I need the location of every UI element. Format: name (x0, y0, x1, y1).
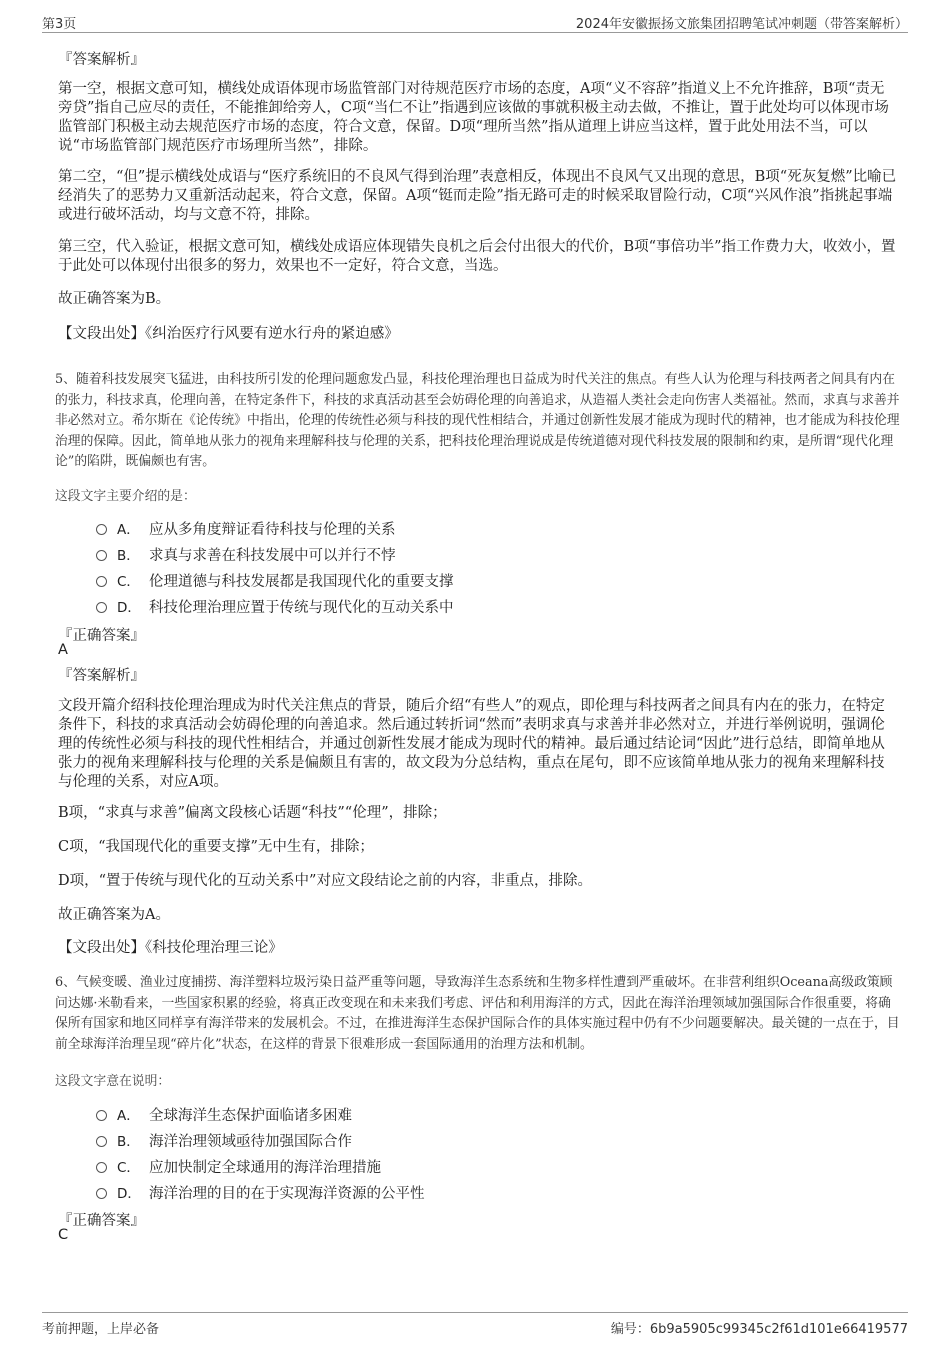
question-prompt: 这段文字主要介绍的是： (55, 489, 196, 504)
footer-slogan: 考前押题，上岸必备 (42, 1322, 160, 1337)
radio-icon[interactable] (96, 550, 107, 561)
option-c[interactable]: C． 伦理道德与科技发展都是我国现代化的重要支撑 (96, 570, 454, 591)
analysis-label: 『答案解析』 (58, 52, 145, 68)
source-citation: 【文段出处】《纠治医疗行风要有逆水行舟的紧迫感》 (58, 326, 399, 342)
document-title: 2024年安徽振扬文旅集团招聘笔试冲刺题（带答案解析） (575, 17, 908, 32)
question-text: 5、随着科技发展突飞猛进，由科技所引发的伦理问题愈发凸显，科技伦理治理也日益成为时代关注的焦点。有些人认为伦理与科技两者之间具有内在的张力，科技求真，伦理向善，在特定条件下，科技的求真活动甚至会妨碍伦理的向善追求，从造福人类社会走向伤害人类福祉。然而，求真与求善并非必然对立。希尔斯在《论传统》中指出，伦理的传统性必须与科技的现代性相结合，并通过创新性发展才能成为现时代的精神，也才能成为科技伦理治理的保障。因此，简单地从张力的视角来理解科技与伦理的关系，把科技伦理治理说成是传统道德对现代科技发展的限制和约束，是所谓“现代化理论”的陷阱，既偏颇也有害。 (55, 372, 900, 469)
radio-icon[interactable] (96, 1136, 107, 1147)
radio-icon[interactable] (96, 1110, 107, 1121)
option-a[interactable]: A． 应从多角度辩证看待科技与伦理的关系 (96, 518, 396, 539)
question-text: 6、气候变暖、渔业过度捕捞、海洋塑料垃圾污染日益严重等问题，导致海洋生态系统和生物多样性遭到严重破坏。在非营利组织Oceana高级政策顾问达娜·米勒看来，一些国家积累的经验，将真正改变现在和未来我们考虑、评估和利用海洋的方式，因此在海洋治理领域加强国际合作很重要，将确保所有国家和地区同样享有海洋带来的发展机会。不过，在推进海洋生态保护国际合作的具体实施过程中仍有不少问题要解决。最关键的一点在于，目前全球海洋治理呈现“碎片化”状态，在这样的背景下很难形成一套国际通用的治理方法和机制。 (55, 975, 900, 1052)
correct-answer: A (58, 642, 68, 658)
option-b[interactable]: B． 求真与求善在科技发展中可以并行不悖 (96, 544, 396, 565)
option-c[interactable]: C． 应加快制定全球通用的海洋治理措施 (96, 1156, 381, 1177)
answer-conclusion: 故正确答案为B。 (58, 291, 171, 307)
correct-answer: C (58, 1227, 69, 1243)
option-d[interactable]: D． 海洋治理的目的在于实现海洋资源的公平性 (96, 1182, 425, 1203)
answer-conclusion: 故正确答案为A。 (58, 907, 170, 923)
correct-answer-label: 『正确答案』 (58, 628, 145, 644)
analysis-paragraph: B项，“求真与求善”偏离文段核心话题“科技”“伦理”，排除； (58, 805, 447, 821)
radio-icon[interactable] (96, 524, 107, 535)
analysis-paragraph: D项，“置于传统与现代化的互动关系中”对应文段结论之前的内容，非重点，排除。 (58, 873, 592, 889)
page-number: 第3页 (42, 17, 77, 32)
analysis-paragraph: 第二空，“但”提示横线处成语与“医疗系统旧的不良风气得到治理”表意相反，体现出不良风气又出现的意思，B项“死灰复燃”比喻已经消失了的恶势力又重新活动起来，符合文意，保留。A项“铤而走险”指无路可走的时候采取冒险行动，C项“兴风作浪”指挑起事端或进行破坏活动，均与文意不符，排除。 (58, 169, 897, 223)
page-footer (42, 1312, 908, 1337)
analysis-paragraph: 第三空，代入验证，根据文意可知，横线处成语应体现错失良机之后会付出很大的代价，B项“事倍功半”指工作费力大，收效小，置于此处可以体现付出很多的努力，效果也不一定好，符合文意，当选。 (58, 239, 896, 274)
option-a[interactable]: A． 全球海洋生态保护面临诸多困难 (96, 1104, 352, 1125)
document-id: 编号：6b9a5905c99345c2f61d101e66419577 (610, 1322, 908, 1337)
question-prompt: 这段文字意在说明： (55, 1074, 171, 1089)
radio-icon[interactable] (96, 1162, 107, 1173)
analysis-paragraph: 文段开篇介绍科技伦理治理成为时代关注焦点的背景，随后介绍“有些人”的观点，即伦理与科技两者之间具有内在的张力，在特定条件下，科技的求真活动会妨碍伦理的向善追求。然后通过转折词“然而”表明求真与求善并非必然对立，并进行举例说明，强调伦理的传统性必须与科技的现代性相结合，并通过创新性发展才能成为现时代的精神。最后通过结论词“因此”进行总结，即简单地从张力的视角来理解科技与伦理的关系是偏颇且有害的，故文段为分总结构，重点在尾句，即不应该简单地从张力的视角来理解科技与伦理的关系，对应A项。 (58, 698, 885, 790)
option-d[interactable]: D． 科技伦理治理应置于传统与现代化的互动关系中 (96, 596, 454, 617)
analysis-paragraph: C项，“我国现代化的重要支撑”无中生有，排除； (58, 839, 374, 855)
page-header (42, 10, 908, 33)
option-b[interactable]: B． 海洋治理领域亟待加强国际合作 (96, 1130, 352, 1151)
analysis-paragraph: 第一空，根据文意可知，横线处成语体现市场监管部门对待规范医疗市场的态度，A项“义不容辞”指道义上不允许推辞，B项“责无旁贷”指自己应尽的责任，不能推卸给旁人，C项“当仁不让”指遇到应该做的事就积极主动去做，不推让，置于此处均可以体现市场监管部门积极主动去规范医疗市场的态度，符合文意，保留。D项“理所当然”指从道理上讲应当这样，置于此处用法不当，可以说“市场监管部门规范医疗市场理所当然”，排除。 (58, 81, 889, 154)
radio-icon[interactable] (96, 602, 107, 613)
analysis-label: 『答案解析』 (58, 668, 145, 684)
radio-icon[interactable] (96, 576, 107, 587)
correct-answer-label: 『正确答案』 (58, 1213, 145, 1229)
source-citation: 【文段出处】《科技伦理治理三论》 (58, 940, 283, 956)
radio-icon[interactable] (96, 1188, 107, 1199)
